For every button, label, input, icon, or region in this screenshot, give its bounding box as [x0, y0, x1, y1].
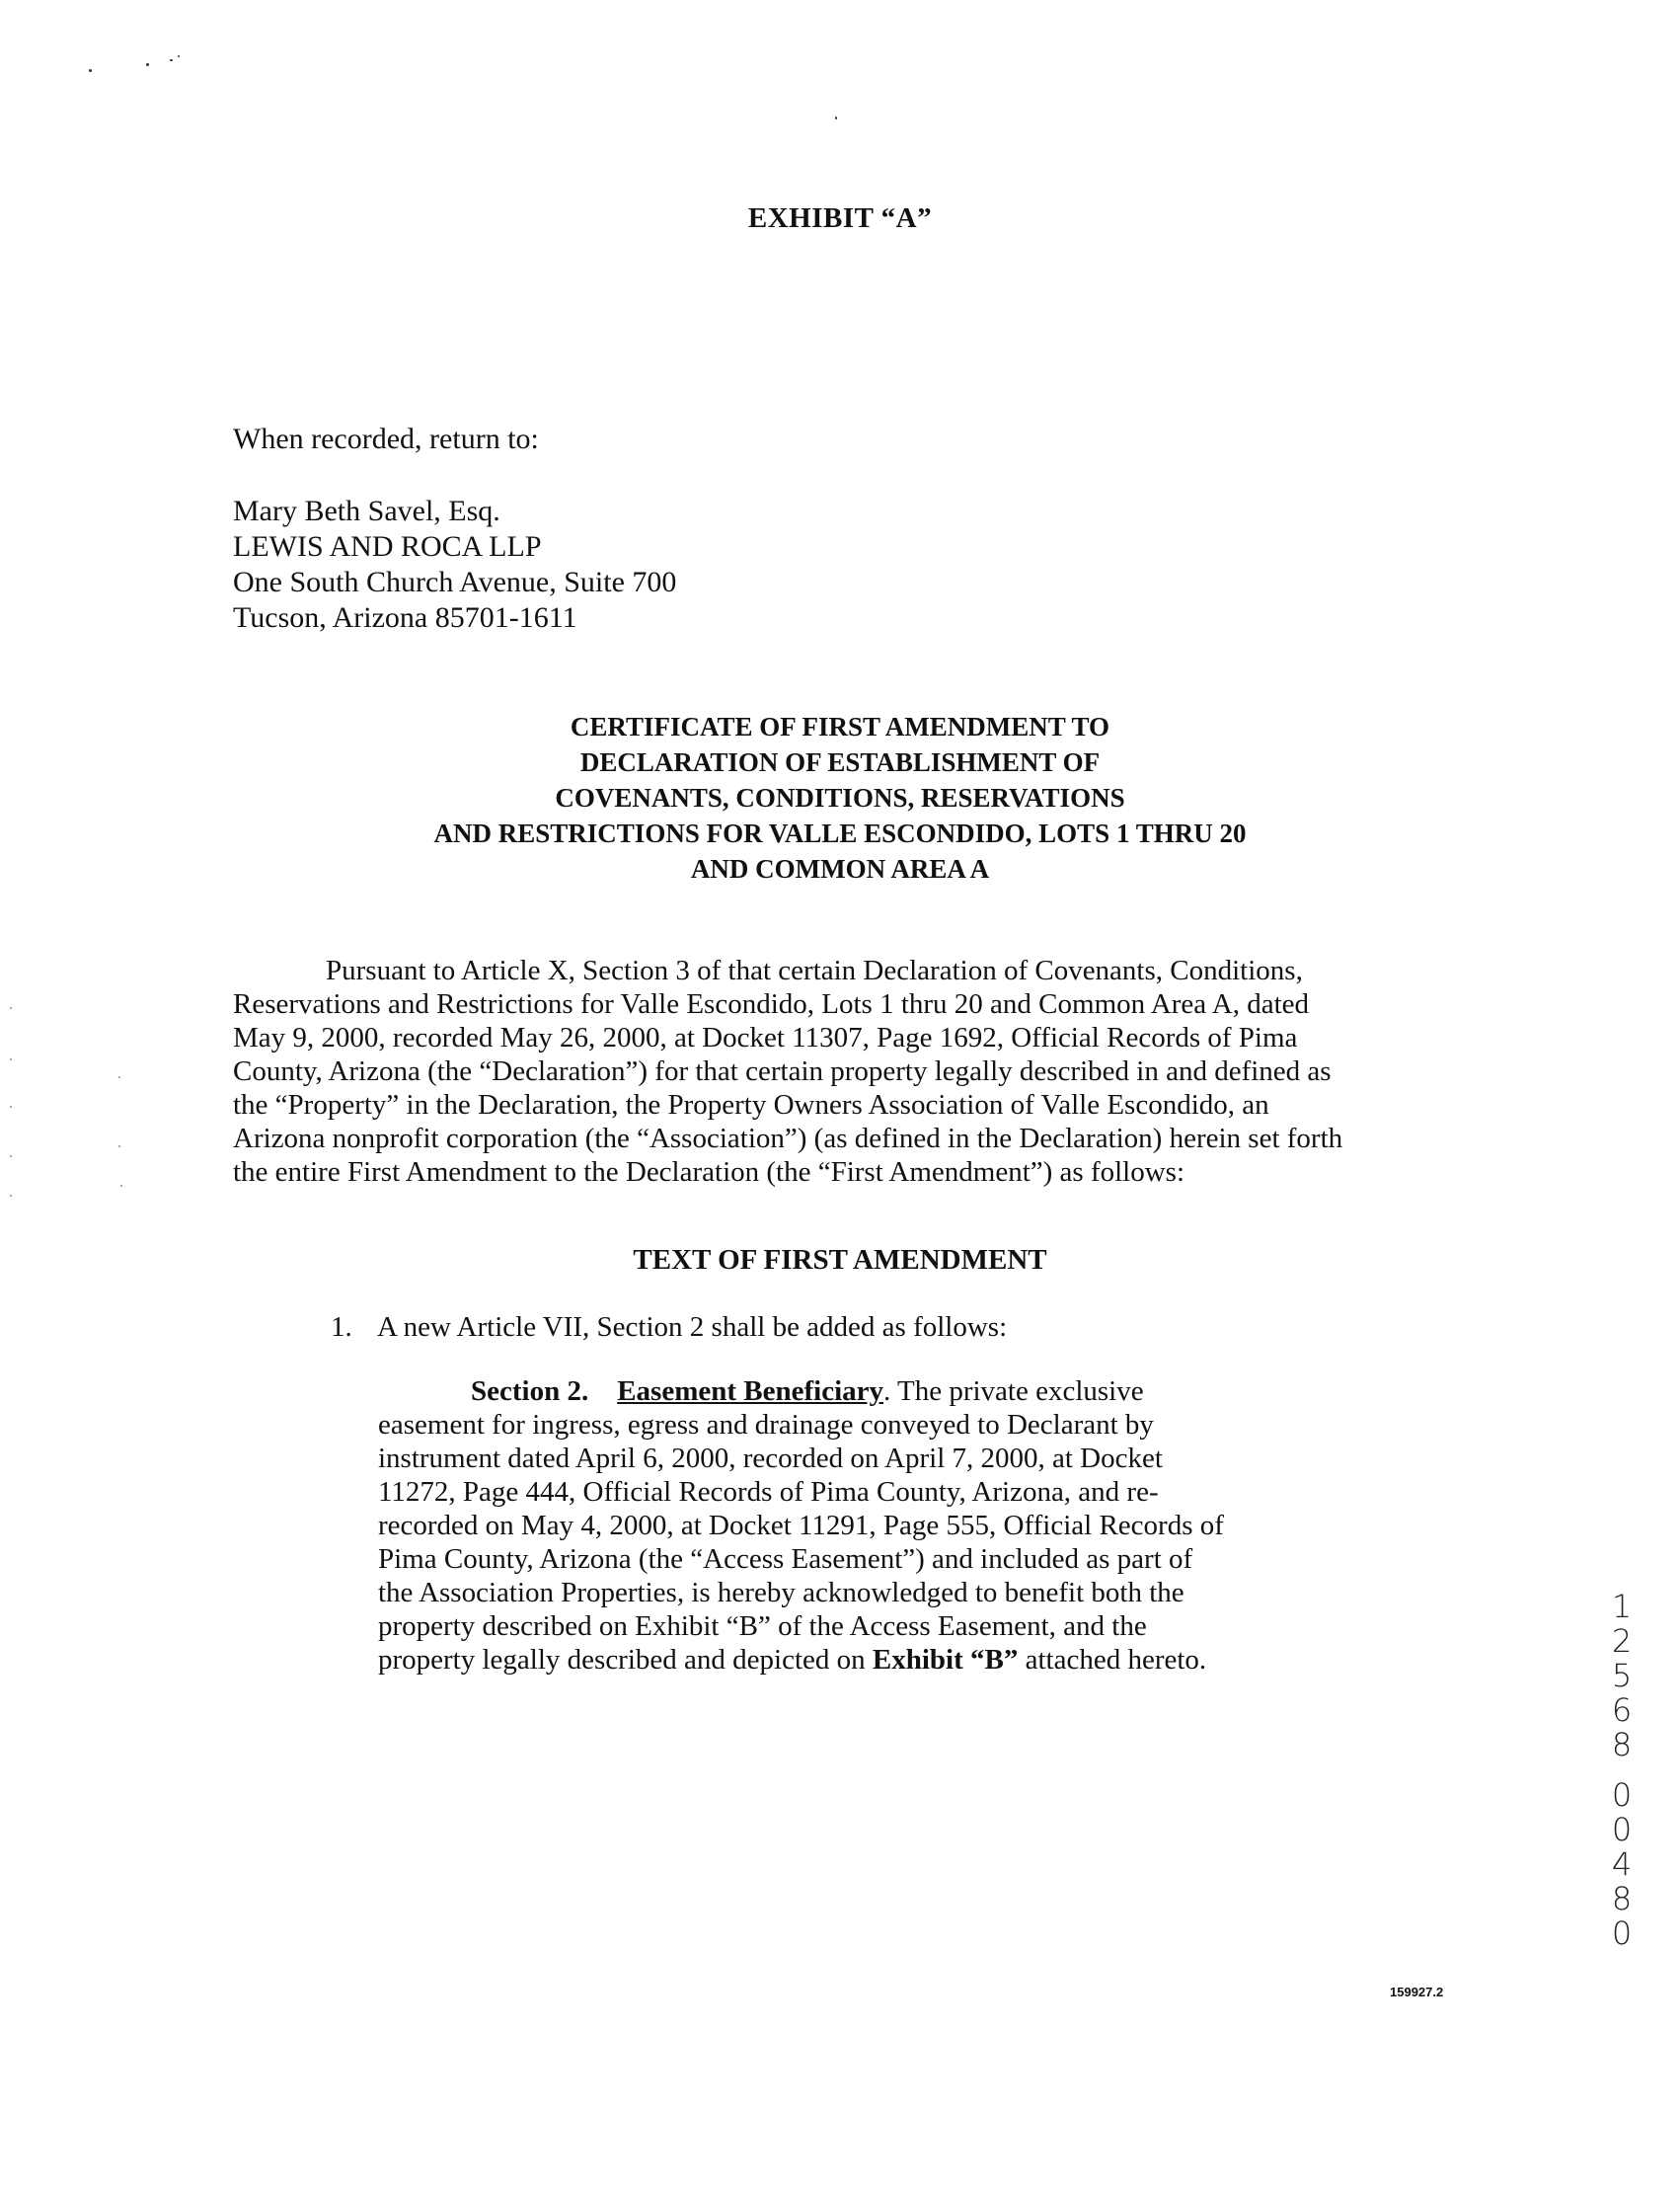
exhibit-title: EXHIBIT “A” [747, 202, 933, 234]
scan-speck [89, 69, 92, 72]
section-line: property described on Exhibit “B” of the Access Easement, and the [378, 1610, 1147, 1642]
section-2-text [378, 1374, 1365, 1677]
section-line: recorded on May 4, 2000, at Docket 11291, Page 555, Official Records of [378, 1510, 1224, 1541]
scan-speck [178, 55, 180, 57]
section-first-line [378, 1374, 1365, 1408]
paragraph-line: May 9, 2000, recorded May 26, 2000, at Docket 11307, Page 1692, Official Records of Pima [233, 1022, 1298, 1054]
recording-digit: 0 [1611, 1811, 1633, 1848]
recording-digit: 6 [1611, 1691, 1633, 1729]
address-line: Mary Beth Savel, Esq. [233, 495, 500, 527]
section-line: the Association Properties, is hereby acknowledged to benefit both the [378, 1577, 1184, 1608]
section-line: easement for ingress, egress and drainage conveyed to Declarant by [378, 1409, 1154, 1441]
section-line: Pima County, Arizona (the “Access Easement”) and included as part of [378, 1543, 1193, 1575]
return-label: When recorded, return to: [233, 423, 539, 455]
section-label: Section 2. [471, 1375, 589, 1407]
paragraph-line: Reservations and Restrictions for Valle Escondido, Lots 1 thru 20 and Common Area A, dated [233, 988, 1310, 1020]
section-first-line-text: . The private exclusive [883, 1375, 1144, 1407]
margin-scan-marks [0, 997, 138, 1214]
address-line: LEWIS AND ROCA LLP [233, 530, 542, 563]
recording-digit: 0 [1611, 1776, 1633, 1814]
list-item-text: A new Article VII, Section 2 shall be added as follows: [377, 1311, 1008, 1343]
address-line: One South Church Avenue, Suite 700 [233, 566, 677, 598]
certificate-title-line: DECLARATION OF ESTABLISHMENT OF [579, 747, 1101, 777]
recording-digit: 8 [1611, 1880, 1633, 1917]
section-line: 11272, Page 444, Official Records of Pima County, Arizona, and re- [378, 1476, 1159, 1508]
paragraph-line: the entire First Amendment to the Declaration (the “First Amendment”) as follows: [233, 1156, 1185, 1188]
recording-digit: 5 [1611, 1657, 1633, 1694]
recording-digit: 8 [1611, 1726, 1633, 1763]
list-number: 1. [331, 1311, 352, 1343]
recording-stamp [1607, 1590, 1637, 1951]
paragraph-line: the “Property” in the Declaration, the Property Owners Association of Valle Escondido, an [233, 1089, 1269, 1121]
exhibit-b-reference: Exhibit “B” [872, 1644, 1019, 1676]
intro-paragraph [233, 954, 1449, 1189]
amendment-list-item [331, 1311, 1007, 1344]
certificate-title-line: COVENANTS, CONDITIONS, RESERVATIONS [555, 783, 1125, 813]
certificate-title-line: AND COMMON AREA A [690, 854, 990, 884]
paragraph-line: Arizona nonprofit corporation (the “Association”) (as defined in the Declaration) herein set forth [233, 1123, 1343, 1154]
scan-speck [170, 59, 173, 61]
recording-digit: 1 [1611, 1588, 1633, 1625]
paragraph-line: County, Arizona (the “Declaration”) for that certain property legally described in and defined as [233, 1055, 1332, 1087]
section-line: instrument dated April 6, 2000, recorded on April 7, 2000, at Docket [378, 1443, 1163, 1474]
recording-digit: 4 [1611, 1845, 1633, 1883]
certificate-title-line: CERTIFICATE OF FIRST AMENDMENT TO [570, 712, 1110, 742]
return-address [233, 494, 676, 636]
section-last-line [378, 1643, 1365, 1677]
address-line: Tucson, Arizona 85701-1611 [233, 601, 577, 634]
scan-speck [146, 63, 149, 66]
document-code: 159927.2 [1390, 1985, 1444, 1999]
section-last-line-start: property legally described and depicted on [378, 1644, 873, 1676]
recording-digit: 2 [1611, 1622, 1633, 1660]
certificate-title [0, 709, 1680, 887]
scan-speck [835, 117, 837, 119]
paragraph-line: Pursuant to Article X, Section 3 of that certain Declaration of Covenants, Conditions, [326, 955, 1303, 986]
amendment-heading: TEXT OF FIRST AMENDMENT [633, 1244, 1047, 1276]
recording-digit: 0 [1611, 1914, 1633, 1952]
section-last-line-end: attached hereto. [1018, 1644, 1207, 1676]
certificate-title-line: AND RESTRICTIONS FOR VALLE ESCONDIDO, LOTS 1 THRU 20 [433, 819, 1247, 848]
section-heading: Easement Beneficiary [617, 1375, 884, 1407]
